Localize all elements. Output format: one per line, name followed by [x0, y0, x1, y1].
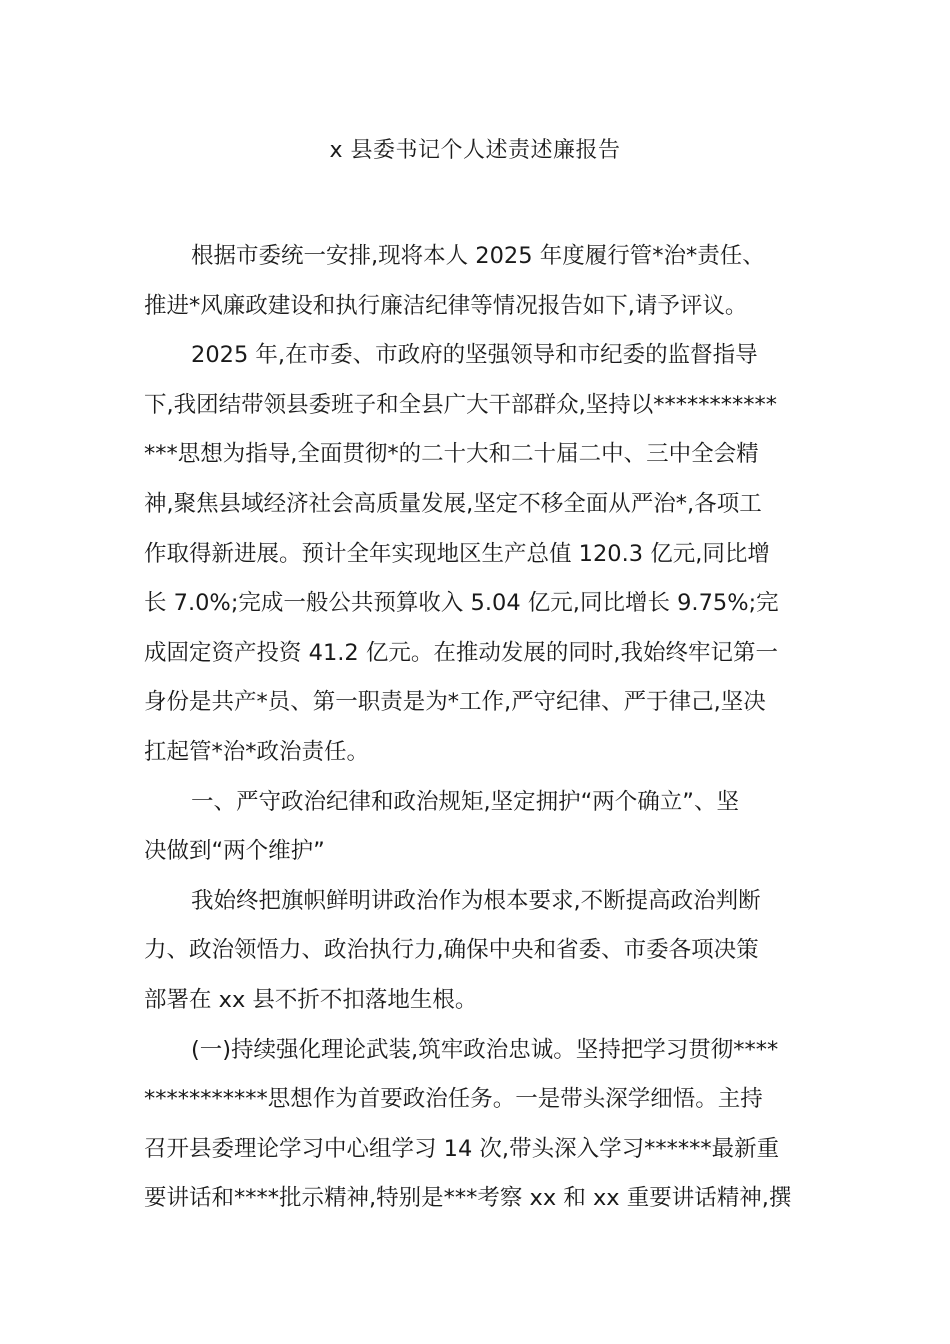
paragraph-line: 决做到“两个维护”	[144, 838, 325, 865]
paragraph-line: 力、政治领悟力、政治执行力,确保中央和省委、市委各项决策	[144, 937, 759, 964]
paragraph-first-line: 根据市委统一安排,现将本人 2025 年度履行管*治*责任、	[191, 243, 765, 269]
paragraph-line: ***思想为指导,全面贯彻*的二十大和二十届二中、三中全会精	[144, 441, 759, 468]
paragraph-first-line: (一)持续强化理论武装,筑牢政治忠诚。坚持把学习贯彻****	[191, 1036, 779, 1063]
paragraph-line: 召开县委理论学习中心组学习 14 次,带头深入学习******最新重	[144, 1135, 780, 1162]
paragraph-line: 扛起管*治*政治责任。	[144, 738, 370, 765]
paragraph-line: ***********思想作为首要政治任务。一是带头深学细悟。主持	[144, 1086, 763, 1113]
paragraph-first-line: 一、严守政治纪律和政治规矩,坚定拥护“两个确立”、坚	[191, 788, 739, 815]
paragraph-first-line: 我始终把旗帜鲜明讲政治作为根本要求,不断提高政治判断	[191, 887, 761, 914]
paragraph-line: 身份是共产*员、第一职责是为*工作,严守纪律、严于律己,坚决	[144, 689, 766, 716]
paragraph-line: 推进*风廉政建设和执行廉洁纪律等情况报告如下,请予评议。	[144, 292, 748, 319]
paragraph-line: 作取得新进展。预计全年实现地区生产总值 120.3 亿元,同比增	[144, 540, 770, 567]
document-body	[144, 232, 810, 1224]
paragraph-first-line: 2025 年,在市委、市政府的坚强领导和市纪委的监督指导	[191, 342, 758, 369]
paragraph-line: 部署在 xx 县不折不扣落地生根。	[144, 986, 478, 1013]
paragraph-line: 长 7.0%;完成一般公共预算收入 5.04 亿元,同比增长 9.75%;完	[144, 590, 779, 617]
paragraph-line: 下,我团结带领县委班子和全县广大干部群众,坚持以***********	[144, 391, 778, 418]
paragraph-line: 要讲话和****批示精神,特别是***考察 xx 和 xx 重要讲话精神,撰	[144, 1185, 792, 1212]
paragraph-line: 神,聚焦县域经济社会高质量发展,坚定不移全面从严治*,各项工	[144, 490, 762, 517]
paragraph-line: 成固定资产投资 41.2 亿元。在推动发展的同时,我始终牢记第一	[144, 639, 779, 666]
document-title: x 县委书记个人述责述廉报告	[329, 138, 621, 163]
